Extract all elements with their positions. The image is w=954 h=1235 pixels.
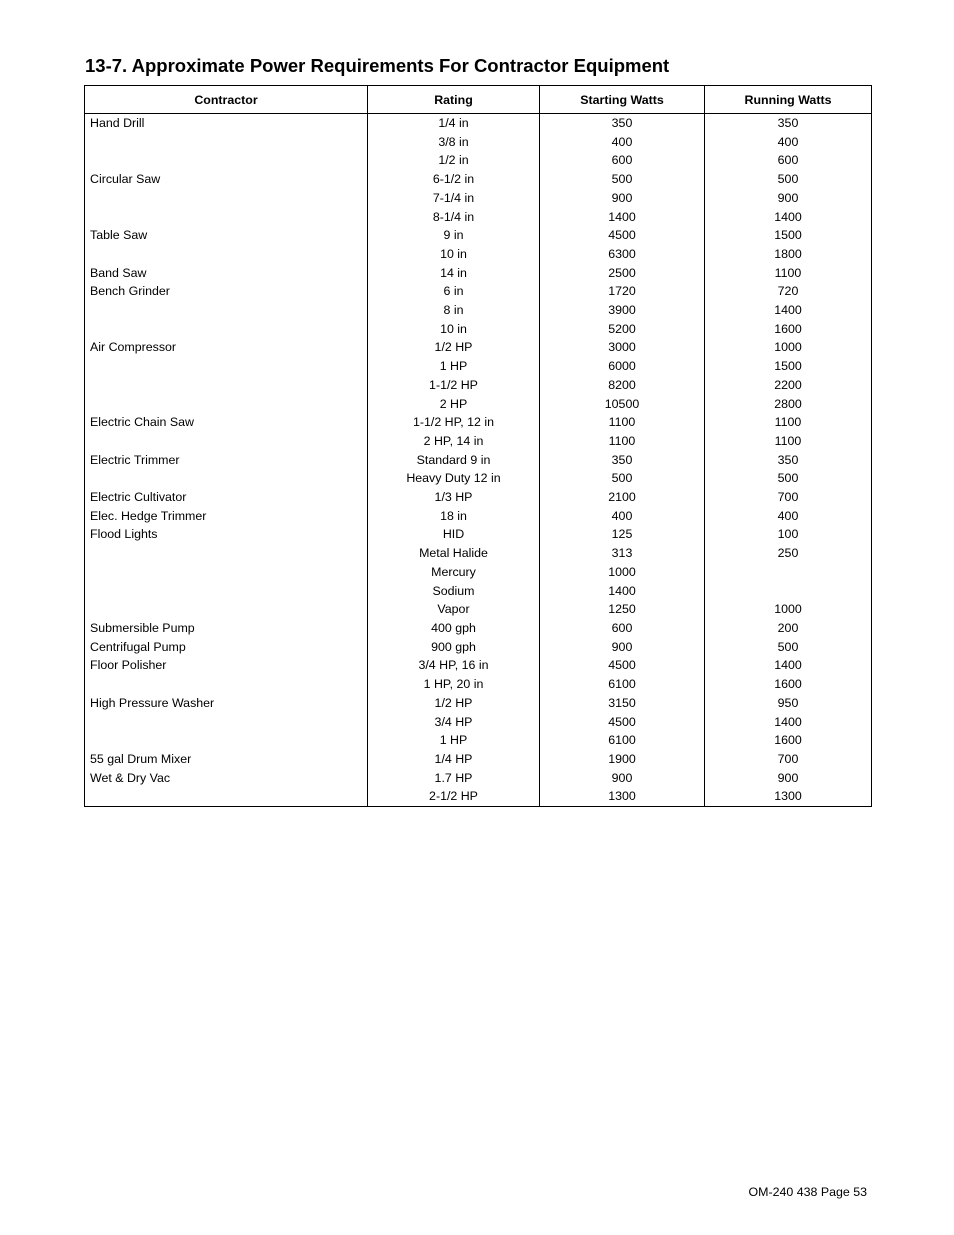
header-contractor: Contractor bbox=[85, 86, 368, 114]
table-row bbox=[85, 619, 872, 638]
cell-rating: 6 in bbox=[368, 282, 540, 301]
header-rating: Rating bbox=[368, 86, 540, 114]
table-row bbox=[85, 750, 872, 769]
cell-rating: Sodium bbox=[368, 582, 540, 601]
cell-starting-watts: 6300 bbox=[540, 245, 705, 264]
cell-starting-watts: 4500 bbox=[540, 656, 705, 675]
table-row bbox=[85, 395, 872, 414]
table-row bbox=[85, 376, 872, 395]
table-row bbox=[85, 544, 872, 563]
table-row bbox=[85, 357, 872, 376]
cell-running-watts: 950 bbox=[705, 694, 872, 713]
cell-starting-watts: 600 bbox=[540, 151, 705, 170]
cell-running-watts: 700 bbox=[705, 488, 872, 507]
cell-starting-watts: 1720 bbox=[540, 282, 705, 301]
cell-contractor bbox=[85, 133, 368, 152]
cell-starting-watts: 900 bbox=[540, 189, 705, 208]
cell-rating: 6-1/2 in bbox=[368, 170, 540, 189]
header-starting-watts: Starting Watts bbox=[540, 86, 705, 114]
table-row bbox=[85, 769, 872, 788]
cell-starting-watts: 2100 bbox=[540, 488, 705, 507]
table-row bbox=[85, 208, 872, 227]
cell-running-watts: 400 bbox=[705, 133, 872, 152]
cell-running-watts: 500 bbox=[705, 469, 872, 488]
table-row bbox=[85, 413, 872, 432]
cell-contractor bbox=[85, 563, 368, 582]
cell-contractor bbox=[85, 208, 368, 227]
cell-running-watts: 400 bbox=[705, 507, 872, 526]
cell-contractor: Bench Grinder bbox=[85, 282, 368, 301]
cell-starting-watts: 1400 bbox=[540, 208, 705, 227]
cell-rating: 1-1/2 HP bbox=[368, 376, 540, 395]
cell-contractor bbox=[85, 731, 368, 750]
cell-rating: 9 in bbox=[368, 226, 540, 245]
cell-starting-watts: 500 bbox=[540, 469, 705, 488]
cell-running-watts: 720 bbox=[705, 282, 872, 301]
cell-running-watts: 1000 bbox=[705, 600, 872, 619]
cell-contractor bbox=[85, 301, 368, 320]
cell-rating: 18 in bbox=[368, 507, 540, 526]
cell-rating: 1/2 HP bbox=[368, 694, 540, 713]
cell-rating: HID bbox=[368, 525, 540, 544]
cell-contractor: Submersible Pump bbox=[85, 619, 368, 638]
cell-contractor bbox=[85, 544, 368, 563]
cell-rating: 3/4 HP, 16 in bbox=[368, 656, 540, 675]
cell-rating: 7-1/4 in bbox=[368, 189, 540, 208]
table-row bbox=[85, 656, 872, 675]
page-footer: OM-240 438 Page 53 bbox=[748, 1185, 867, 1199]
cell-starting-watts: 4500 bbox=[540, 713, 705, 732]
cell-rating: Vapor bbox=[368, 600, 540, 619]
table-header-row bbox=[85, 86, 872, 114]
power-requirements-table bbox=[84, 85, 872, 807]
cell-running-watts: 1500 bbox=[705, 357, 872, 376]
cell-running-watts: 1400 bbox=[705, 713, 872, 732]
cell-contractor: High Pressure Washer bbox=[85, 694, 368, 713]
cell-contractor: Elec. Hedge Trimmer bbox=[85, 507, 368, 526]
cell-starting-watts: 1300 bbox=[540, 787, 705, 806]
cell-starting-watts: 350 bbox=[540, 114, 705, 133]
cell-contractor bbox=[85, 357, 368, 376]
cell-running-watts: 1300 bbox=[705, 787, 872, 806]
cell-running-watts: 1600 bbox=[705, 675, 872, 694]
cell-contractor: Electric Cultivator bbox=[85, 488, 368, 507]
table-row bbox=[85, 338, 872, 357]
cell-running-watts: 600 bbox=[705, 151, 872, 170]
cell-starting-watts: 350 bbox=[540, 451, 705, 470]
cell-starting-watts: 125 bbox=[540, 525, 705, 544]
cell-contractor bbox=[85, 600, 368, 619]
cell-contractor bbox=[85, 713, 368, 732]
table-row bbox=[85, 488, 872, 507]
cell-running-watts: 500 bbox=[705, 638, 872, 657]
cell-running-watts: 1500 bbox=[705, 226, 872, 245]
table-row bbox=[85, 133, 872, 152]
cell-contractor: 55 gal Drum Mixer bbox=[85, 750, 368, 769]
cell-running-watts: 350 bbox=[705, 114, 872, 133]
cell-starting-watts: 600 bbox=[540, 619, 705, 638]
cell-contractor: Table Saw bbox=[85, 226, 368, 245]
cell-starting-watts: 900 bbox=[540, 638, 705, 657]
cell-rating: 8-1/4 in bbox=[368, 208, 540, 227]
cell-starting-watts: 2500 bbox=[540, 264, 705, 283]
cell-rating: Metal Halide bbox=[368, 544, 540, 563]
cell-contractor bbox=[85, 787, 368, 806]
cell-contractor: Electric Chain Saw bbox=[85, 413, 368, 432]
cell-rating: 10 in bbox=[368, 320, 540, 339]
cell-contractor: Wet & Dry Vac bbox=[85, 769, 368, 788]
cell-rating: 1-1/2 HP, 12 in bbox=[368, 413, 540, 432]
table-row bbox=[85, 264, 872, 283]
cell-running-watts: 2800 bbox=[705, 395, 872, 414]
cell-rating: 400 gph bbox=[368, 619, 540, 638]
cell-starting-watts: 900 bbox=[540, 769, 705, 788]
cell-starting-watts: 3150 bbox=[540, 694, 705, 713]
cell-contractor: Centrifugal Pump bbox=[85, 638, 368, 657]
cell-starting-watts: 400 bbox=[540, 507, 705, 526]
cell-rating: 900 gph bbox=[368, 638, 540, 657]
cell-running-watts: 900 bbox=[705, 189, 872, 208]
cell-contractor: Flood Lights bbox=[85, 525, 368, 544]
cell-running-watts bbox=[705, 563, 872, 582]
table-row bbox=[85, 694, 872, 713]
cell-contractor: Electric Trimmer bbox=[85, 451, 368, 470]
cell-starting-watts: 500 bbox=[540, 170, 705, 189]
cell-running-watts: 1400 bbox=[705, 208, 872, 227]
cell-rating: 10 in bbox=[368, 245, 540, 264]
cell-rating: 1/4 HP bbox=[368, 750, 540, 769]
cell-running-watts: 1100 bbox=[705, 264, 872, 283]
cell-running-watts: 100 bbox=[705, 525, 872, 544]
cell-starting-watts: 1100 bbox=[540, 413, 705, 432]
cell-starting-watts: 3900 bbox=[540, 301, 705, 320]
cell-rating: 1 HP bbox=[368, 357, 540, 376]
cell-contractor: Hand Drill bbox=[85, 114, 368, 133]
cell-running-watts: 2200 bbox=[705, 376, 872, 395]
cell-running-watts: 1100 bbox=[705, 413, 872, 432]
cell-contractor: Air Compressor bbox=[85, 338, 368, 357]
cell-rating: 1/2 in bbox=[368, 151, 540, 170]
cell-contractor bbox=[85, 245, 368, 264]
cell-running-watts: 1600 bbox=[705, 320, 872, 339]
cell-rating: 2 HP, 14 in bbox=[368, 432, 540, 451]
cell-contractor bbox=[85, 151, 368, 170]
cell-running-watts: 1400 bbox=[705, 656, 872, 675]
cell-running-watts: 1800 bbox=[705, 245, 872, 264]
cell-rating: 14 in bbox=[368, 264, 540, 283]
cell-running-watts: 250 bbox=[705, 544, 872, 563]
table-row bbox=[85, 787, 872, 806]
table-row bbox=[85, 731, 872, 750]
cell-running-watts: 200 bbox=[705, 619, 872, 638]
cell-starting-watts: 10500 bbox=[540, 395, 705, 414]
cell-starting-watts: 3000 bbox=[540, 338, 705, 357]
cell-starting-watts: 400 bbox=[540, 133, 705, 152]
cell-contractor: Circular Saw bbox=[85, 170, 368, 189]
cell-starting-watts: 4500 bbox=[540, 226, 705, 245]
table-row bbox=[85, 675, 872, 694]
cell-rating: 2-1/2 HP bbox=[368, 787, 540, 806]
cell-starting-watts: 313 bbox=[540, 544, 705, 563]
table-row bbox=[85, 189, 872, 208]
cell-rating: 3/8 in bbox=[368, 133, 540, 152]
cell-starting-watts: 1400 bbox=[540, 582, 705, 601]
cell-running-watts: 1100 bbox=[705, 432, 872, 451]
cell-rating: 1/4 in bbox=[368, 114, 540, 133]
table-row bbox=[85, 226, 872, 245]
cell-contractor bbox=[85, 582, 368, 601]
table-row bbox=[85, 638, 872, 657]
table-row bbox=[85, 114, 872, 133]
cell-contractor bbox=[85, 432, 368, 451]
table-row bbox=[85, 563, 872, 582]
cell-contractor bbox=[85, 189, 368, 208]
cell-running-watts: 350 bbox=[705, 451, 872, 470]
cell-running-watts: 700 bbox=[705, 750, 872, 769]
cell-starting-watts: 1000 bbox=[540, 563, 705, 582]
cell-running-watts: 1400 bbox=[705, 301, 872, 320]
table-row bbox=[85, 507, 872, 526]
cell-contractor: Floor Polisher bbox=[85, 656, 368, 675]
table-row bbox=[85, 245, 872, 264]
table-row bbox=[85, 525, 872, 544]
cell-running-watts: 1600 bbox=[705, 731, 872, 750]
cell-contractor bbox=[85, 469, 368, 488]
cell-rating: 1/3 HP bbox=[368, 488, 540, 507]
cell-rating: 3/4 HP bbox=[368, 713, 540, 732]
cell-contractor bbox=[85, 675, 368, 694]
cell-starting-watts: 1100 bbox=[540, 432, 705, 451]
cell-running-watts: 500 bbox=[705, 170, 872, 189]
table-row bbox=[85, 713, 872, 732]
table-row bbox=[85, 320, 872, 339]
cell-running-watts bbox=[705, 582, 872, 601]
cell-rating: Mercury bbox=[368, 563, 540, 582]
table-row bbox=[85, 282, 872, 301]
cell-starting-watts: 6100 bbox=[540, 675, 705, 694]
cell-rating: 1.7 HP bbox=[368, 769, 540, 788]
cell-rating: Heavy Duty 12 in bbox=[368, 469, 540, 488]
table-row bbox=[85, 582, 872, 601]
cell-running-watts: 900 bbox=[705, 769, 872, 788]
table-row bbox=[85, 151, 872, 170]
cell-starting-watts: 6000 bbox=[540, 357, 705, 376]
cell-rating: 1 HP bbox=[368, 731, 540, 750]
table-row bbox=[85, 301, 872, 320]
cell-rating: Standard 9 in bbox=[368, 451, 540, 470]
cell-starting-watts: 5200 bbox=[540, 320, 705, 339]
cell-contractor bbox=[85, 395, 368, 414]
cell-rating: 8 in bbox=[368, 301, 540, 320]
table-row bbox=[85, 432, 872, 451]
header-running-watts: Running Watts bbox=[705, 86, 872, 114]
cell-contractor bbox=[85, 320, 368, 339]
cell-rating: 2 HP bbox=[368, 395, 540, 414]
cell-starting-watts: 1900 bbox=[540, 750, 705, 769]
table-row bbox=[85, 600, 872, 619]
cell-starting-watts: 1250 bbox=[540, 600, 705, 619]
page-title: 13-7. Approximate Power Requirements For Contractor Equipment bbox=[85, 55, 670, 76]
table-row bbox=[85, 451, 872, 470]
table-row bbox=[85, 469, 872, 488]
table-body bbox=[85, 114, 872, 807]
table-row bbox=[85, 170, 872, 189]
cell-contractor: Band Saw bbox=[85, 264, 368, 283]
cell-starting-watts: 8200 bbox=[540, 376, 705, 395]
cell-rating: 1 HP, 20 in bbox=[368, 675, 540, 694]
cell-rating: 1/2 HP bbox=[368, 338, 540, 357]
cell-contractor bbox=[85, 376, 368, 395]
cell-running-watts: 1000 bbox=[705, 338, 872, 357]
cell-starting-watts: 6100 bbox=[540, 731, 705, 750]
